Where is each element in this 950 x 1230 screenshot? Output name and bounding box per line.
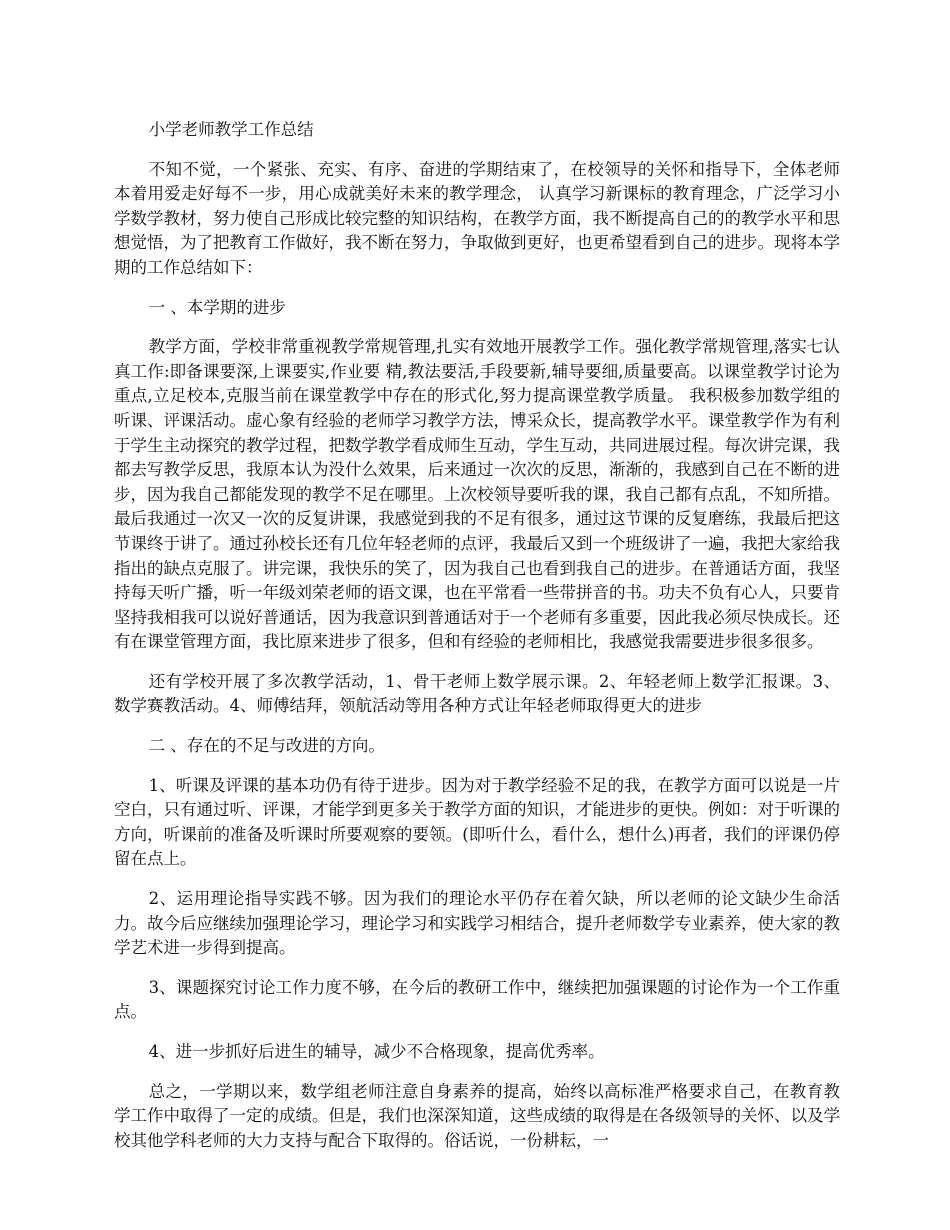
section-heading-shortcomings: 二 、存在的不足与改进的方向。 [148, 736, 385, 756]
teaching-paragraph: 教学方面，学校非常重视教学常规管理,扎实有效地开展教学工作。强化教学常规管理,落实七认真工作:即备课要深,上课要实,作业要 精,教法要活,手段要新,辅导要细,质量要高。以课堂教学讨论为重点,立足校本,克服当前在课堂教学中存在的形式化,努力提高课堂教学质量。 我积极参加数学组的听课、评课活动。虚心象有经验的老师学习教学方法，博采众长，提高教学水平。课堂教学作为有利于学生主动探究的教学过程，把数学教学看成师生互动，学生互动，共同进展过程。每次讲完课，我都去写教学反思，我原本认为没什么效果，后来通过一次次的反思，渐渐的，我感到自己在不断的进步，因为我自己都能发现的教学不足在哪里。上次校领导要听我的课，我自己都有点乱，不知所措。最后我通过一次又一次的反复讲课，我感觉到我的不足有很多，通过这节课的反复磨练，我最后把这节课终于讲了。通过孙校长还有几位年轻老师的点评，我最后又到一个班级讲了一遍，我把大家给我指出的缺点克服了。讲完课，我快乐的笑了，因为我自己也看到我自己的进步。在普通话方面，我坚持每天听广播，听一年级刘荣老师的语文课，也在平常看一些带拼音的书。功夫不负有心人，只要肯坚持我相我可以说好普通话，因为我意识到普通话对于一个老师有多重要，因此我必须尽快成长。还有在课堂管理方面，我比原来进步了很多，但和有经验的老师相比，我感觉我需要进步很多很多。 [114, 337, 840, 652]
conclusion-paragraph: 总之，一学期以来，数学组老师注意自身素养的提高，始终以高标准严格要求自己，在教育教学工作中取得了一定的成绩。但是，我们也深深知道，这些成绩的取得是在各级领导的关怀、以及学校其他学科老师的大力支持与配合下取得的。俗话说，一份耕耘，一 [114, 1081, 840, 1150]
shortcoming-item-1: 1、听课及评课的基本功仍有待于进步。因为对于教学经验不足的我，在教学方面可以说是一片空白，只有通过听、评课，才能学到更多关于教学方面的知识，才能进步的更快。例如：对于听课的方向，听课前的准备及听课时所要观察的要领。(即听什么，看什么，想什么)再者，我们的评课仍停留在点上。 [114, 775, 840, 869]
shortcoming-item-2: 2、运用理论指导实践不够。因为我们的理论水平仍存在着欠缺，所以老师的论文缺少生命活力。故今后应继续加强理论学习，理论学习和实践学习相结合，提升老师数学专业素养，使大家的教学艺术进一步得到提高。 [114, 889, 840, 958]
activities-paragraph: 还有学校开展了多次教学活动，1、骨干老师上数学展示课。2、年轻老师上数学汇报课。3、数学赛教活动。4、师傅结拜，领航活动等用各种方式让年轻老师取得更大的进步 [114, 671, 840, 716]
shortcoming-item-4: 4、进一步抓好后进生的辅导，减少不合格现象，提高优秀率。 [148, 1042, 605, 1061]
document-title: 小学老师教学工作总结 [148, 120, 314, 139]
document-body [114, 118, 840, 1168]
section-heading-progress: 一 、本学期的进步 [148, 297, 286, 317]
intro-paragraph: 不知不觉，一个紧张、充实、有序、奋进的学期结束了，在校领导的关怀和指导下，全体老师本着用爱走好每不一步，用心成就美好未来的教学理念， 认真学习新课标的教育理念，广泛学习小学数学教材，努力使自己形成比较完整的知识结构，在教学方面，我不断提高自己的的教学水平和思想觉悟，为了把教育工作做好，我不断在努力，争取做到更好，也更希望看到自己的进步。现将本学期的工作总结如下： [114, 159, 840, 277]
shortcoming-item-3: 3、课题探究讨论工作力度不够，在今后的教研工作中，继续把加强课题的讨论作为一个工作重点。 [114, 977, 840, 1022]
